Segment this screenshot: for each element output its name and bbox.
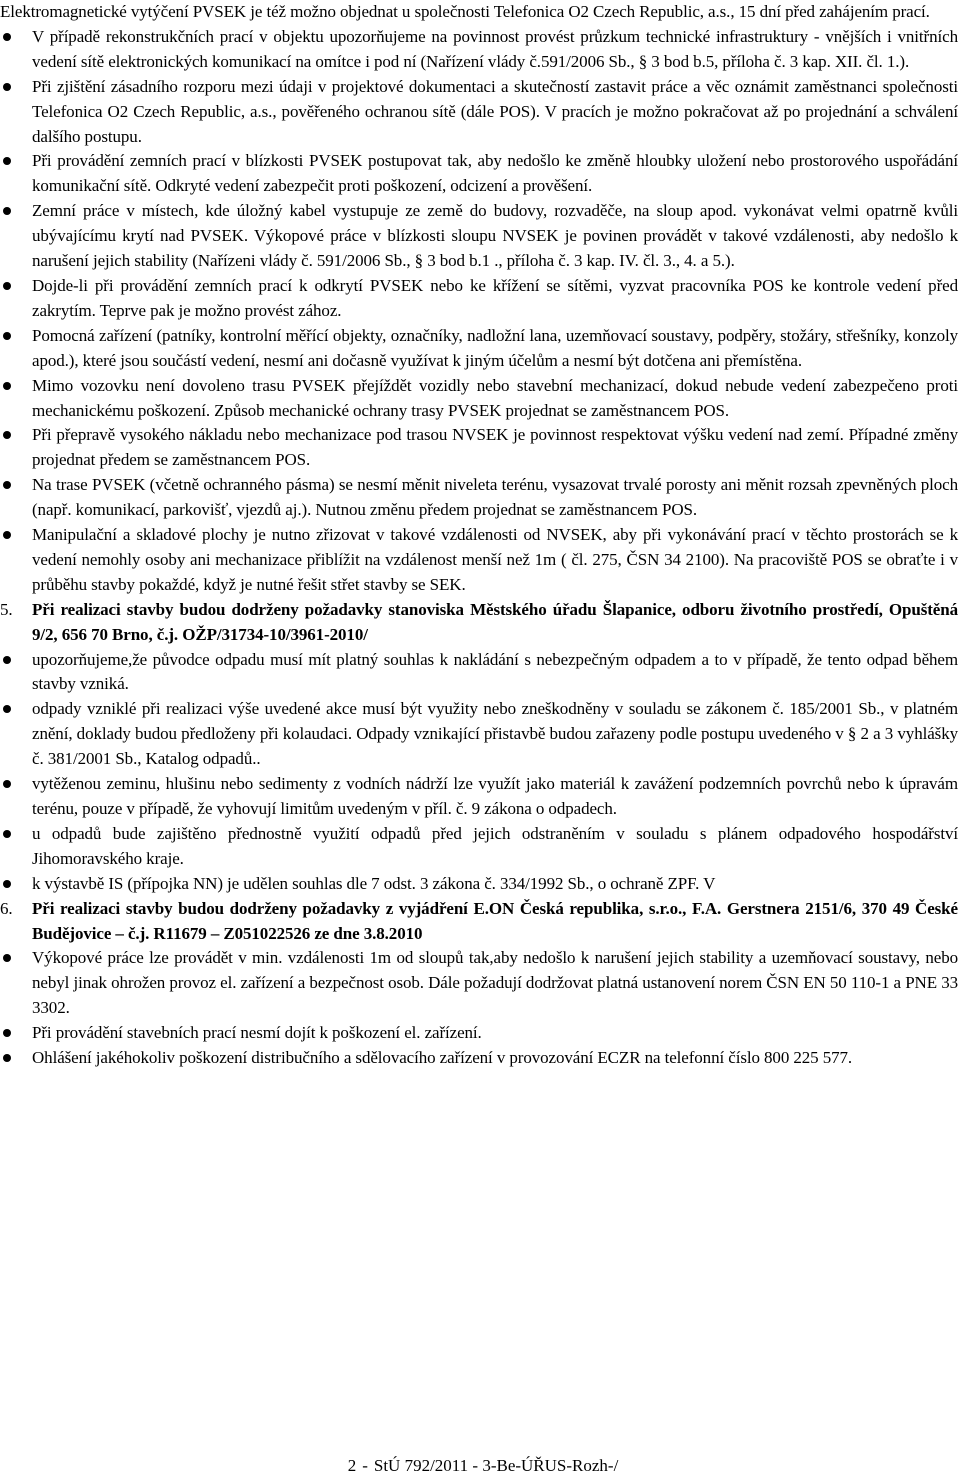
page-footer [0,1455,960,1477]
bullet-icon [3,481,11,489]
bullet-icon [3,954,11,962]
bullet-list-telefonica [0,25,958,598]
list-item: Pomocná zařízení (patníky, kontrolní měřící objekty, označníky, nadložní lana, uzemňovací soustavy, podpěry, stožáry, střešníky, konzoly apod.), které jsou součástí vedení, nesmí ani dočasně využívat k jiným účelům a nesmí být dotčena ani přemístěna. [0,324,958,374]
bullet-icon [3,157,11,165]
list-item: k výstavbě IS (přípojka NN) je udělen souhlas dle 7 odst. 3 zákona č. 334/1992 Sb., o ochraně ZPF. V [0,872,958,897]
bullet-list-odpady [0,648,958,897]
bullet-icon [3,207,11,215]
intro-paragraph: Elektromagnetické vytýčení PVSEK je též možno objednat u společnosti Telefonica O2 Czech Republic, a.s., 15 dní před zahájením prací. [0,2,930,21]
list-item: odpady vzniklé při realizaci výše uvedené akce musí být využity nebo zneškodněny v souladu se zákonem č. 185/2001 Sb., v platném znění, doklady budou předloženy při kolaudaci. Odpady vznikající přistavbě budou zařazeny podle postupu uvedeného v § 2 a 3 vyhlášky č. 381/2001 Sb., Katalog odpadů.. [0,697,958,772]
bullet-icon [3,780,11,788]
list-item: Zemní práce v místech, kde úložný kabel vystupuje ze země do budovy, rozvaděče, na sloup apod. vykonávat velmi opatrně kvůli ubývajícímu krytí nad PVSEK. Výkopové práce v blízkosti sloupu NVSEK je povinen provádět v takové vzdálenosti, aby nedošlo k narušení jejich stability (Nařízeni vlády č. 591/2006 Sb., § 3 bod b.1 ., příloha č. 3 kap. IV. čl. 3., 4. a 5.). [0,199,958,274]
list-item: Na trase PVSEK (včetně ochranného pásma) se nesmí měnit niveleta terénu, vysazovat trvalé porosty ani měnit rozsah zpevněných ploch (např. komunikací, parkovišť, vjezdů aj.). Nutnou změnu předem projednat se zaměstnancem POS. [0,473,958,523]
bullet-icon [3,1029,11,1037]
bullet-icon [3,880,11,888]
list-item: V případě rekonstrukčních prací v objektu upozorňujeme na povinnost provést průzkum technické infrastruktury - vnějších i vnitřních vedení sítě elektronických komunikací na omítce i pod ní (Nařízení vlády č.591/2006 Sb., § 3 bod b.5, příloha č. 3 kap. XII. čl. 1.). [0,25,958,75]
bullet-icon [3,830,11,838]
section-number: 5. [0,599,13,619]
list-item: Při zjištění zásadního rozporu mezi údaji v projektové dokumentaci a skutečností zastavit práce a věc oznámit zaměstnanci společnosti Telefonica O2 Czech Republic, a.s., pověřeného ochranou sítě (dále POS). V pracích je možno pokračovat až po projednání a schválení dalšího postupu. [0,75,958,150]
bullet-icon [3,382,11,390]
footer-reference: StÚ 792/2011 - 3-Be-ÚŘUS-Rozh-/ [373,1456,619,1475]
bullet-icon [3,282,11,290]
bullet-icon [3,656,11,664]
bullet-icon [3,431,11,439]
list-item: Manipulační a skladové plochy je nutno zřizovat v takové vzdálenosti od NVSEK, aby při vykonávání prací v těchto prostorách se k vedení nemohly osoby ani mechanizace přiblížit na vzdálenost menší než 1m ( čl. 275, ČSN 34 2100). Na pracoviště POS se obraťte i v průběhu stavby pokaždé, když je nutné řešit střet stavby se SEK. [0,523,958,598]
page-number: 2 [347,1456,357,1475]
list-item: Mimo vozovku není dovoleno trasu PVSEK přejíždět vozidly nebo stavební mechanizací, dokud nebude vedení zabezpečeno proti mechanickému poškození. Způsob mechanické ochrany trasy PVSEK projednat se zaměstnancem POS. [0,374,958,424]
bullet-icon [3,1054,11,1062]
bullet-icon [3,33,11,41]
list-item: Při přepravě vysokého nákladu nebo mechanizace pod trasou NVSEK je povinnost respektovat výšku vedení nad zemí. Případné změny projednat předem se zaměstnancem POS. [0,423,958,473]
bullet-icon [3,332,11,340]
section-number: 6. [0,898,13,918]
list-item: Dojde-li při provádění zemních prací k odkrytí PVSEK nebo ke křížení se sítěmi, vyzvat pracovníka POS ke kontrole vedení před zakrytím. Teprve pak je možno provést zához. [0,274,958,324]
footer-separator: - [362,1456,368,1475]
list-item: Při provádění stavebních prací nesmí dojít k poškození el. zařízení. [0,1021,958,1046]
bullet-icon [3,531,11,539]
list-item: Při provádění zemních prací v blízkosti PVSEK postupovat tak, aby nedošlo ke změně hloubky uložení nebo prostorového uspořádání komunikační sítě. Odkryté vedení zabezpečit proti poškození, odcizení a prověšení. [0,149,958,199]
list-item: vytěženou zeminu, hlušinu nebo sedimenty z vodních nádrží lze využít jako materiál k zavážení podzemních povrchů nebo k úpravám terénu, pouze v případě, že vyhovují limitům uvedeným v příl. č. 9 zákona o odpadech. [0,772,958,822]
list-item: u odpadů bude zajištěno přednostně využití odpadů před jejich odstraněním v souladu s plánem odpadového hospodářství Jihomoravského kraje. [0,822,958,872]
bullet-icon [3,83,11,91]
section-5-heading: 5. Při realizaci stavby budou dodrženy požadavky stanoviska Městského úřadu Šlapanice, odboru životního prostředí, Opuštěná 9/2, 656 70 Brno, č.j. OŽP/31734-10/3961-2010/ [0,599,958,644]
bullet-list-eon [0,946,958,1071]
section-6-heading: 6. Při realizaci stavby budou dodrženy požadavky z vyjádření E.ON Česká republika, s.r.o., F.A. Gerstnera 2151/6, 370 49 České Budějovice – č.j. R11679 – Z051022526 ze dne 3.8.2010 [0,898,958,943]
bullet-icon [3,705,11,713]
list-item: Výkopové práce lze provádět v min. vzdálenosti 1m od sloupů tak,aby nedošlo k narušení jejich stability a uzemňovací soustavy, nebo nebyl jinak ohrožen provoz el. zařízení a bezpečnost osob. Dále požadují dodržovat platná ustanovení norem ČSN EN 50 110-1 a PNE 33 3302. [0,946,958,1021]
list-item: Ohlášení jakéhokoliv poškození distribučního a sdělovacího zařízení v provozování ECZR na telefonní číslo 800 225 577. [0,1046,958,1071]
list-item: upozorňujeme,že původce odpadu musí mít platný souhlas k nakládání s nebezpečným odpadem a to v případě, že tento odpad během stavby vzniká. [0,648,958,698]
